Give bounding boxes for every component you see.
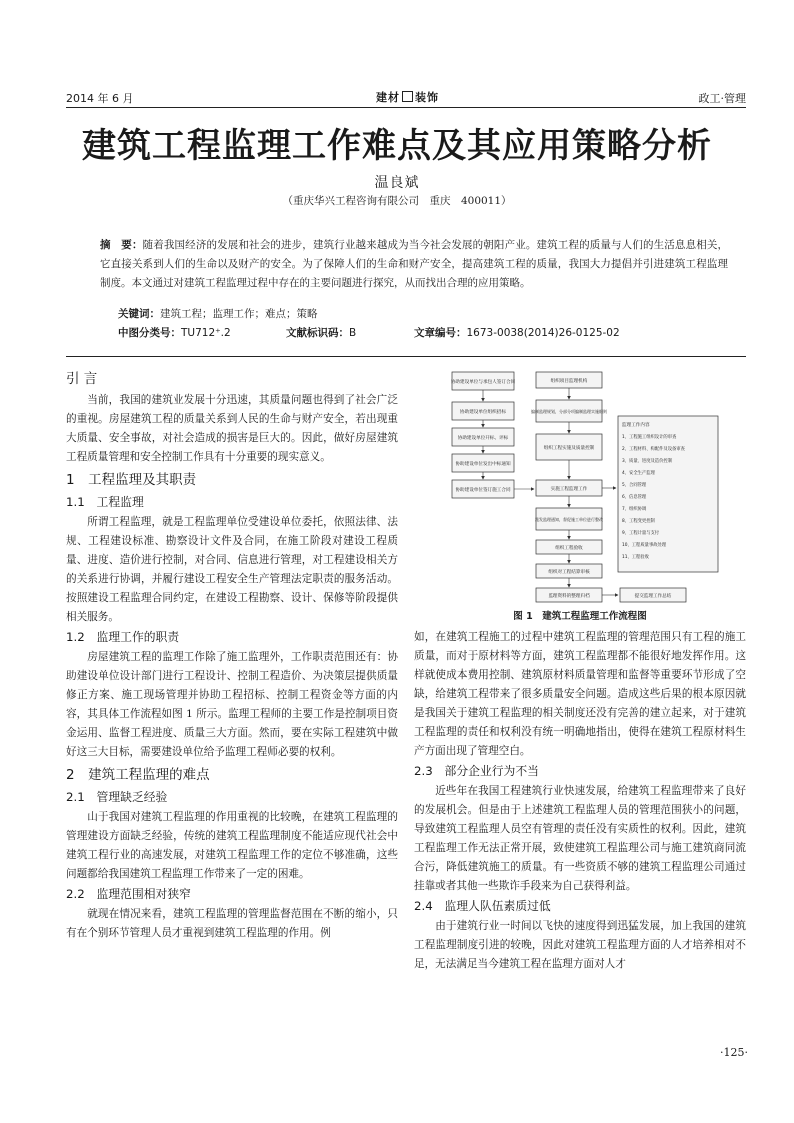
flow-right-item: 8、工程变更控制 (622, 519, 655, 524)
flow-left-box-1 (451, 372, 516, 390)
section-1-heading: 1 工程监理及其职责 (66, 472, 197, 488)
flow-right-item: 7、组织协调 (622, 507, 647, 512)
flow-mid-box-2-label: 编制监理规划，分部分项编制监理实施细则 (531, 409, 607, 414)
flow-left-box-4 (452, 454, 514, 472)
running-head (66, 88, 746, 108)
section-1-2-heading: 1.2 监理工作的职责 (66, 630, 180, 644)
workflow-flowchart (430, 364, 730, 610)
keywords (118, 306, 318, 321)
flow-mid-box-5-label: 派发监理通知，督促施工单位进行整改 (535, 517, 603, 522)
paragraph: 由于建筑行业一时间以飞快的速度得到迅猛发展，加上我国的建筑工程监理制度引进的较晚，因此对建筑工程监理方面的人才培养相对不足，无法满足当今建筑工程在监理方面对人才 (414, 920, 746, 970)
flow-mid-box-3 (536, 434, 602, 460)
journal-logo-icon (402, 91, 413, 102)
flow-right-item: 11、工程验收 (622, 555, 649, 560)
flow-mid-box-1 (536, 372, 602, 388)
article-author: 温良斌 (374, 175, 420, 191)
header-date: 2014 年 6 月 (66, 92, 134, 105)
journal-name (376, 89, 439, 105)
flow-mid-box-3-label: 组织工程实施及质量控制 (543, 446, 595, 451)
paragraph: 就现在情况来看，建筑工程监理的管理监督范围在不断的缩小，只有在个别环节管理人员才重视到建筑工程监理的作用。例 (66, 908, 398, 939)
paragraph: 房屋建筑工程的监理工作除了施工监理外，工作职责范围还有：协助建设单位设计部门进行工程设计、控制工程造价、为决策层提供质量修正方案、施工现场管理并协助工程招标、控制工程资金等方面的内容，其具体工作流程如图 1 所示。监理工程师的主要工作是控制项目资金运用、监督工程进度、质量三大方面。然而，要在实际工程建筑中做好这三大目标，需要建设单位给予监理工程师必要的权利。 (66, 651, 398, 758)
flow-mid-box-7 (536, 564, 602, 578)
flow-right-item: 9、工程计量与支付 (622, 531, 660, 536)
flow-mid-box-7-label: 组织对工程结算审核 (548, 570, 590, 575)
paragraph: 山于我国对建筑工程监理的作用重视的比较晚，在建筑工程监理的管理建设方面缺乏经验，传统的建筑工程监理制度不能适应现代社会中建筑工程行业的高速发展，对建筑工程监理工作的定位不够准确，这些问题都给我国建筑工程监理工作带来了一定的困难。 (66, 811, 398, 880)
keywords-label: 关键词： (118, 308, 160, 320)
figure-caption: 图 1 建筑工程监理工作流程图 (513, 611, 647, 622)
flow-bottom-box-label: 提交监理工作总结 (634, 594, 672, 599)
flow-left-box-1-label: 协助建设单位与承包人签订合同 (450, 380, 516, 385)
flow-right-item: 2、工程材料、构配件及设备审查 (622, 447, 685, 452)
flow-left-box-5-label: 协助建设单位签订施工合同 (455, 488, 511, 493)
flow-right-list (618, 416, 718, 572)
section-intro-heading: 引 言 (66, 371, 98, 387)
flow-mid-box-8 (536, 588, 602, 602)
flow-mid-box-4-label: 实施工程监理工作 (550, 487, 588, 492)
flow-bottom-box (620, 588, 686, 602)
left-column (66, 366, 398, 943)
flow-mid-box-2 (531, 400, 607, 422)
classification-line (118, 325, 678, 341)
header-divider (66, 356, 746, 357)
flow-right-item: 4、安全生产监理 (622, 471, 655, 476)
journal-name-part-b: 装饰 (415, 91, 439, 104)
flow-right-item: 1、工程施工组织设计的审查 (622, 435, 677, 440)
section-2-heading: 2 建筑工程监理的难点 (66, 767, 210, 783)
flow-left-box-4-label: 协助建设单位发出中标通知 (455, 462, 511, 467)
doc-code-label: 文献标识码： (286, 327, 349, 339)
article-number-value: 1673-0038(2014)26-0125-02 (466, 327, 620, 339)
flow-mid-box-1-label: 组织项目监理机构 (550, 379, 588, 384)
flow-mid-box-4 (536, 480, 602, 496)
flow-mid-box-6-label: 组织工程验收 (555, 546, 583, 551)
doc-code-value: B (349, 327, 357, 339)
paragraph: 所谓工程监理，就是工程监理单位受建设单位委托，依照法律、法规、工程建设标准、勘察设计文件及合同，在施工阶段对建设工程质量、进度、造价进行控制，对合同、信息进行管理，对工程建设相关方的关系进行协调，并履行建设工程安全生产管理法定职责的服务活动。按照建设工程监理合同约定，在建设工程勘察、设计、保修等阶段提供相关服务。 (66, 516, 398, 623)
flow-right-item: 6、信息管理 (622, 495, 647, 500)
section-2-3-heading: 2.3 部分企业行为不当 (414, 764, 539, 778)
section-1-1-heading: 1.1 工程监理 (66, 495, 144, 509)
flow-left-box-3-label: 协助建设单位开标、评标 (457, 436, 509, 441)
paragraph: 近些年在我国工程建筑行业快速发展，给建筑工程监理带来了良好的发展机会。但是由于上述建筑工程监理人员的管理范围狭小的问题，导致建筑工程监理人员空有管理的责任没有实质性的权利。因此，建筑工程监理工作无法正常开展，致使建筑工程监理公司与施工建筑商同流合污，降低建筑施工的质量。有一些资质不够的建筑工程监理公司通过挂靠或者其他一些欺诈手段来为自己获得利益。 (414, 785, 746, 892)
article-number-label: 文章编号： (414, 327, 467, 339)
keywords-text: 建筑工程；监理工作；难点；策略 (160, 308, 318, 320)
flow-right-item: 10、工程质量事故处理 (622, 543, 667, 548)
clc-label: 中图分类号： (118, 327, 181, 339)
flow-mid-box-5 (535, 508, 603, 530)
clc-value: TU712⁺.2 (181, 327, 231, 339)
abstract-label: 摘 要： (100, 239, 143, 251)
right-column (414, 628, 746, 974)
page-number: ·125· (720, 1046, 748, 1059)
article-affiliation: （重庆华兴工程咨询有限公司 重庆 400011） (282, 195, 512, 207)
flow-right-item: 3、质量、进度及造价控制 (622, 459, 672, 464)
flow-left-box-2 (452, 402, 514, 420)
article-title: 建筑工程监理工作难点及其应用策略分析 (82, 126, 712, 166)
flow-mid-box-8-label: 监理资料的整理归档 (548, 594, 590, 599)
section-2-2-heading: 2.2 监理范围相对狭窄 (66, 887, 191, 901)
flow-right-title: 监理工作内容 (622, 423, 650, 428)
flow-left-box-2-label: 协助建设单位组织招标 (460, 410, 506, 415)
header-section: 政工·管理 (698, 92, 746, 105)
section-2-1-heading: 2.1 管理缺乏经验 (66, 790, 168, 804)
flow-left-box-3 (452, 428, 514, 446)
abstract (100, 236, 728, 293)
flow-left-box-5 (452, 480, 514, 498)
paragraph: 如，在建筑工程施工的过程中建筑工程监理的管理范围只有工程的施工质量，而对于原材料等方面，建筑工程监理都不能很好地发挥作用。这样就使成本费用控制、建筑原材料质量管理和监督等重要环节形成了空缺，给建筑工程带来了很多质量安全问题。造成这些后果的根本原因就是我国关于建筑工程监理的相关制度还没有完善的建立起来，对于建筑工程监理的责任和权利没有统一明确地指出，使得在建筑工程原材料生产方面出现了管理空白。 (414, 631, 746, 757)
flow-right-item: 5、合同管理 (622, 483, 647, 488)
paragraph: 当前，我国的建筑业发展十分迅速，其质量问题也得到了社会广泛的重视。房屋建筑工程的质量关系到人民的生命与财产安全，若出现重大质量、安全事故，对社会造成的损害是巨大的。因此，做好房屋建筑工程质量管理和安全控制工作具有十分重要的现实意义。 (66, 394, 398, 463)
flow-mid-box-6 (536, 540, 602, 554)
section-2-4-heading: 2.4 监理人队伍素质过低 (414, 899, 551, 913)
abstract-text: 随着我国经济的发展和社会的进步，建筑行业越来越成为当今社会发展的朝阳产业。建筑工程的质量与人们的生活息息相关，它直接关系到人们的生命以及财产的安全。为了保障人们的生命和财产安全，提高建筑工程的质量，我国大力提倡并引进建筑工程监理制度。本文通过对建筑工程监理过程中存在的主要问题进行探究，从而找出合理的应用策略。 (100, 239, 729, 289)
journal-name-part-a: 建材 (376, 91, 400, 104)
